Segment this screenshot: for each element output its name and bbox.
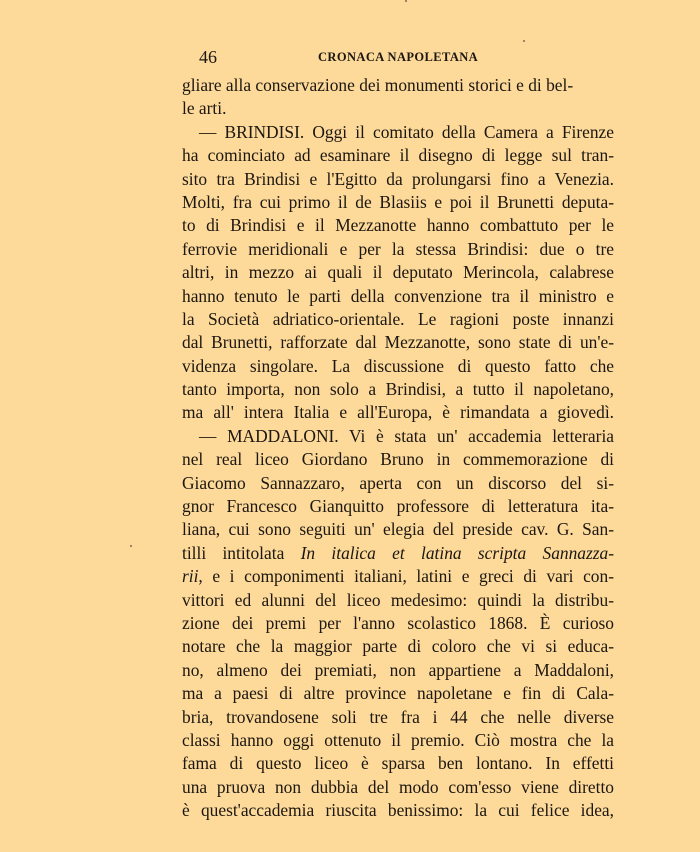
text-line: le arti. [182,98,227,119]
paragraph-brindisi-start: — BRINDISI. Oggi il comitato della Camera a Firenze [199,121,614,142]
text-line: gliare alla conservazione dei monumenti storici e di bel- [182,75,574,95]
page-header [182,46,614,68]
text-fragment: tilli intitolata [182,542,285,563]
text-fragment: e i componimenti italiani, latini e greci di vari con- [212,566,614,587]
text-line: altri, in mezzo ai quali il deputato Merincola, calabrese [182,262,614,283]
text-line: ma all' intera Italia e all'Europa, è rimandata a giovedì. [182,402,614,423]
text-line: sito tra Brindisi e l'Egitto da prolungarsi fino a Venezia. [182,168,614,189]
text-line: una pruova non dubbia del modo com'esso viene diretto [182,776,614,797]
text-line-with-title [182,565,614,588]
text-line: notare che la maggior parte di coloro che vi si educa- [182,636,614,657]
text-line: la Società adriatico-orientale. Le ragioni poste innanzi [182,308,614,329]
text-line: Molti, fra cui primo il de Blasiis e poi il Brunetti deputa- [182,191,614,212]
paper-speck [523,40,525,42]
text-line: zione dei premi per l'anno scolastico 1868. È curioso [182,612,614,633]
paragraph-maddaloni-start: — MADDALONI. Vi è stata un' accademia letteraria [199,425,614,446]
text-line: tanto importa, non solo a Brindisi, a tutto il napoletano, [182,379,614,400]
text-line: ma a paesi di altre province napoletane e fin di Cala- [182,683,614,704]
text-line: hanno tenuto le parti della convenzione tra il ministro e [182,285,614,306]
paper-speck [405,0,407,2]
text-line: nel real liceo Giordano Bruno in commemorazione di [182,449,614,470]
text-line: classi hanno oggi ottenuto il premio. Ciò mostra che la [182,729,614,750]
body-text [182,74,614,823]
text-line: dal Brunetti, rafforzate dal Mezzanotte, sono state di un'e- [182,332,614,353]
italic-title: In italica et latina scripta Sannazza- [300,542,614,563]
text-line: liana, cui sono seguiti un' elegia del preside cav. G. San- [182,519,614,540]
text-line: Giacomo Sannazzaro, aperta con un discorso del si- [182,472,614,493]
paper-speck [130,545,132,547]
text-line-with-title [182,542,614,565]
text-line: gnor Francesco Gianquitto professore di letteratura ita- [182,496,614,517]
italic-title-end: rii, [182,566,203,587]
text-line: no, almeno dei premiati, non appartiene a Maddaloni, [182,659,614,680]
text-line: vittori ed alunni del liceo medesimo: quindi la distribu- [182,589,614,610]
text-line: ha cominciato ad esaminare il disegno di legge sul tran- [182,145,614,166]
text-line: ferrovie meridionali e per la stessa Brindisi: due o tre [182,238,614,259]
page-number: 46 [199,47,217,67]
text-line: bria, trovandosene soli tre fra i 44 che nelle diverse [182,706,614,727]
running-head: CRONACA NAPOLETANA [318,50,479,64]
text-line: è quest'accademia riuscita benissimo: la cui felice idea, [182,800,614,821]
text-line: fama di questo liceo è sparsa ben lontano. In effetti [182,753,614,774]
text-line: to di Brindisi e il Mezzanotte hanno combattuto per le [182,215,614,236]
text-line: videnza singolare. La discussione di questo fatto che [182,355,614,376]
